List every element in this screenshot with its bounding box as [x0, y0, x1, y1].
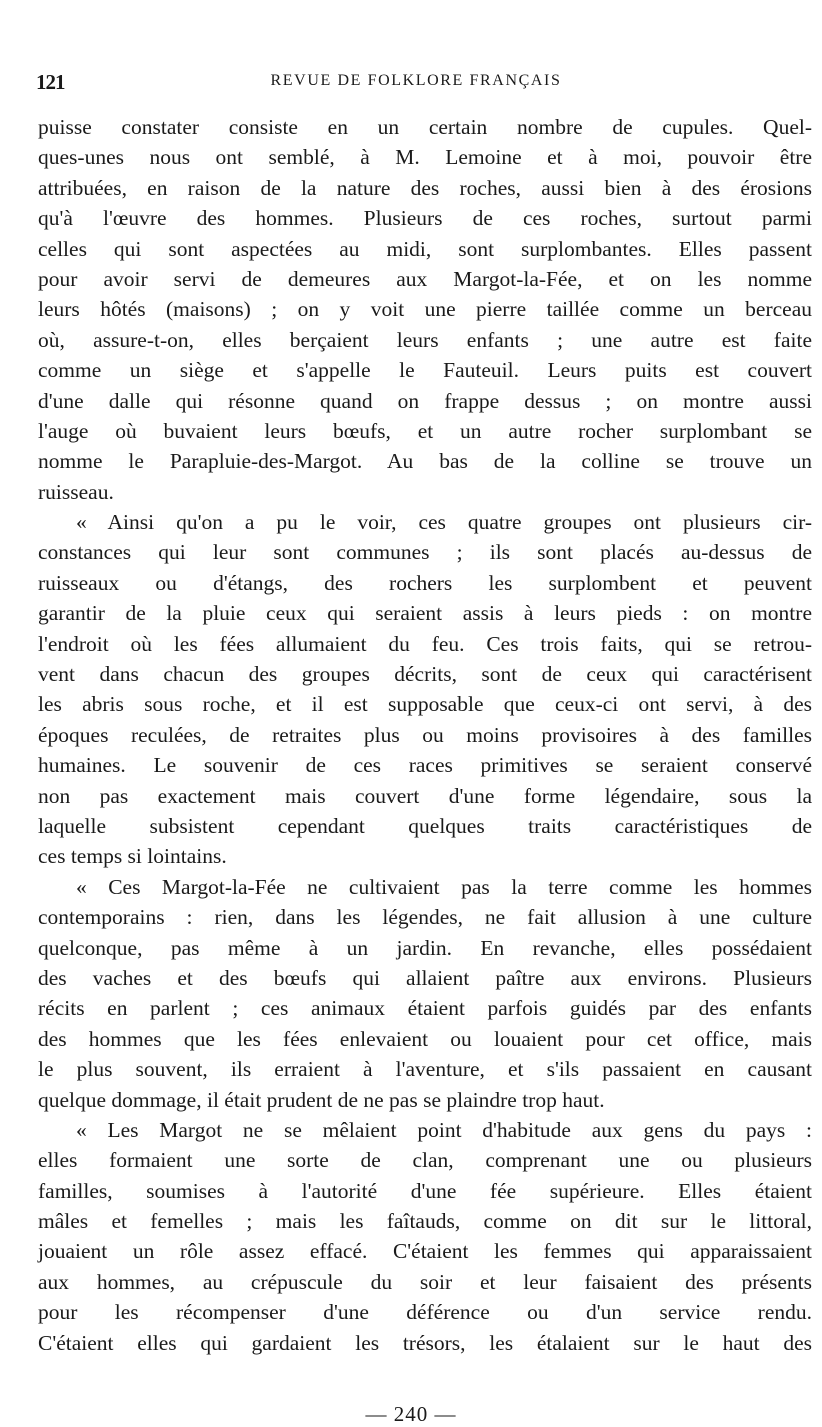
- text-line: ques-unes nous ont semblé, à M. Lemoine et à moi, pouvoir être: [38, 145, 812, 170]
- text-line: pour avoir servi de demeures aux Margot-la-Fée, et on les nomme: [38, 266, 812, 291]
- text-line: pour les récompenser d'une déférence ou d'un service rendu.: [38, 1300, 812, 1325]
- text-line: où, assure-t-on, elles berçaient leurs enfants ; une autre est faite: [38, 327, 812, 352]
- text-line: contemporains : rien, dans les légendes, ne fait allusion à une culture: [38, 905, 812, 930]
- text-line: attribuées, en raison de la nature des roches, aussi bien à des érosions: [38, 175, 812, 200]
- page-mark: 121: [36, 70, 65, 94]
- text-line: l'endroit où les fées allumaient du feu. Ces trois faits, qui se retrou-: [38, 631, 812, 656]
- text-line: comme un siège et s'appelle le Fauteuil. Leurs puits est couvert: [38, 358, 812, 383]
- text-line: quelque dommage, il était prudent de ne pas se plaindre trop haut.: [38, 1087, 605, 1112]
- text-line: jouaient un rôle assez effacé. C'étaient les femmes qui apparaissaient: [38, 1239, 812, 1264]
- text-line: des hommes que les fées enlevaient ou louaient pour cet office, mais: [38, 1026, 812, 1051]
- text-line: « Les Margot ne se mêlaient point d'habitude aux gens du pays :: [76, 1117, 812, 1142]
- text-line: quelconque, pas même à un jardin. En revanche, elles possédaient: [38, 935, 812, 960]
- text-line: familles, soumises à l'autorité d'une fée supérieure. Elles étaient: [38, 1178, 812, 1203]
- text-line: leurs hôtés (maisons) ; on y voit une pierre taillée comme un berceau: [38, 297, 812, 322]
- text-line: « Ces Margot-la-Fée ne cultivaient pas la terre comme les hommes: [76, 874, 812, 899]
- text-line: ruisseaux ou d'étangs, des rochers les surplombent et peuvent: [38, 570, 812, 595]
- text-line: C'étaient elles qui gardaient les trésors, les étalaient sur le haut des: [38, 1330, 812, 1355]
- text-line: garantir de la pluie ceux qui seraient assis à leurs pieds : on montre: [38, 601, 812, 626]
- text-line: ruisseau.: [38, 479, 114, 504]
- text-line: non pas exactement mais couvert d'une forme légendaire, sous la: [38, 783, 812, 808]
- text-line: celles qui sont aspectées au midi, sont surplombantes. Elles passent: [38, 236, 812, 261]
- text-line: récits en parlent ; ces animaux étaient parfois guidés par des enfants: [38, 996, 812, 1021]
- text-line: les abris sous roche, et il est supposable que ceux-ci ont servi, à des: [38, 692, 812, 717]
- text-line: laquelle subsistent cependant quelques traits caractéristiques de: [38, 813, 812, 838]
- text-line: des vaches et des bœufs qui allaient paître aux environs. Plusieurs: [38, 965, 812, 990]
- text-line: aux hommes, au crépuscule du soir et leur faisaient des présents: [38, 1269, 812, 1294]
- running-title: REVUE DE FOLKLORE FRANÇAIS: [270, 72, 562, 89]
- text-line: ces temps si lointains.: [38, 844, 227, 869]
- text-line: vent dans chacun des groupes décrits, sont de ceux qui caractérisent: [38, 662, 812, 687]
- page-number: — 240 —: [365, 1402, 457, 1426]
- text-line: « Ainsi qu'on a pu le voir, ces quatre groupes ont plusieurs cir-: [76, 510, 812, 535]
- body-text: [38, 112, 812, 1358]
- text-line: elles formaient une sorte de clan, comprenant une ou plusieurs: [38, 1148, 812, 1173]
- text-line: époques reculées, de retraites plus ou moins provisoires à des familles: [38, 722, 812, 747]
- text-line: le plus souvent, ils erraient à l'aventure, et s'ils passaient en causant: [38, 1057, 812, 1082]
- text-line: qu'à l'œuvre des hommes. Plusieurs de ces roches, surtout parmi: [38, 206, 812, 231]
- text-line: l'auge où buvaient leurs bœufs, et un autre rocher surplombant se: [38, 418, 812, 443]
- page-header: [36, 70, 796, 96]
- text-line: constances qui leur sont communes ; ils sont placés au-dessus de: [38, 540, 812, 565]
- text-line: puisse constater consiste en un certain nombre de cupules. Quel-: [38, 115, 812, 139]
- text-line: mâles et femelles ; mais les faîtauds, comme on dit sur le littoral,: [38, 1209, 812, 1234]
- text-line: humaines. Le souvenir de ces races primitives se seraient conservé: [38, 753, 812, 778]
- text-line: d'une dalle qui résonne quand on frappe dessus ; on montre aussi: [38, 388, 812, 413]
- text-line: nomme le Parapluie-des-Margot. Au bas de la colline se trouve un: [38, 449, 812, 474]
